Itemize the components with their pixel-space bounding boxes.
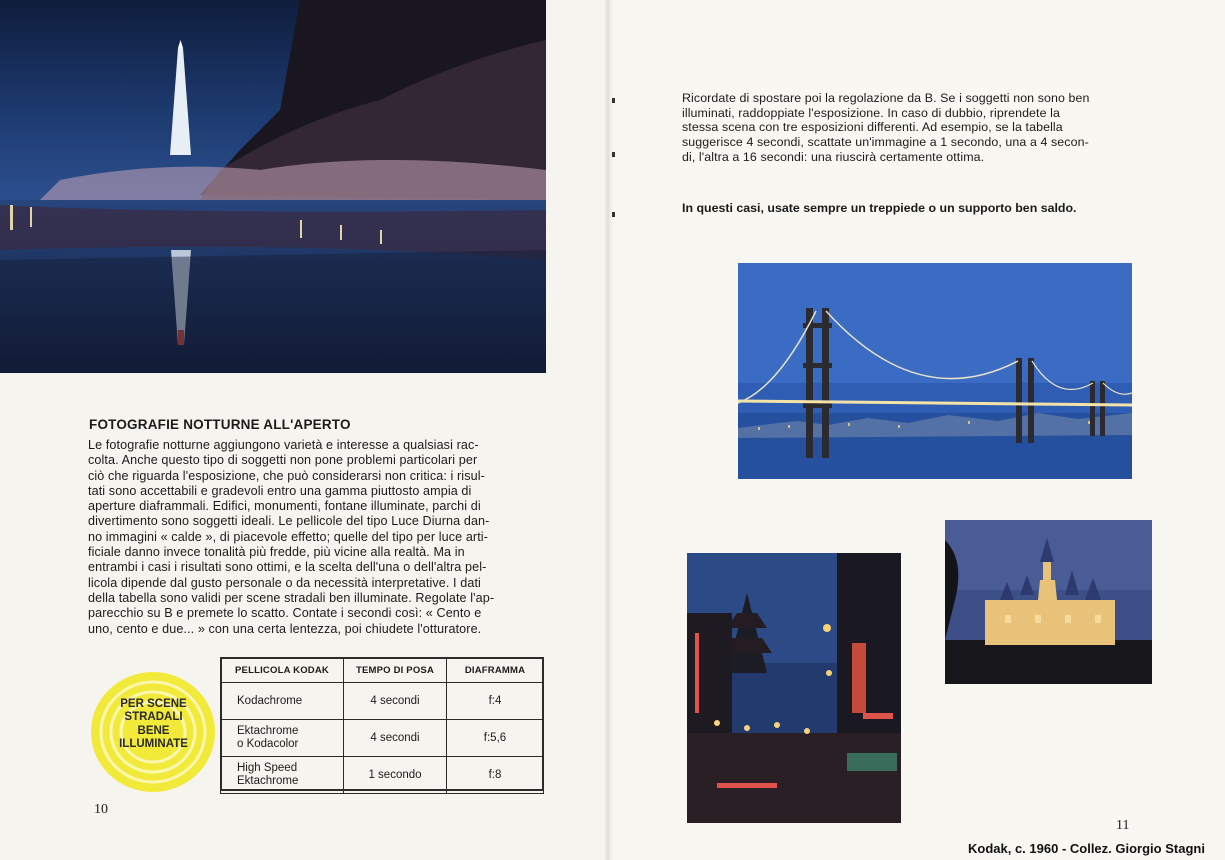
text-line: stessa scena con tre esposizioni differenti. Ad esempio, se la tabella	[682, 120, 1063, 135]
table-row	[221, 683, 544, 720]
column-header-aperture: DIAFRAMMA	[447, 658, 544, 683]
text-line: licola dipende dal gusto personale o da necessità interpretative. I dati	[88, 575, 481, 590]
photo-monument-night	[0, 0, 546, 373]
table-row	[221, 720, 544, 757]
margin-mark	[612, 152, 615, 157]
text-line: della tabella sono validi per scene stradali ben illuminate. Regolate l'ap-	[88, 590, 495, 605]
book-spine	[604, 0, 614, 860]
left-body-text	[88, 438, 548, 637]
column-header-film: PELLICOLA KODAK	[221, 658, 344, 683]
text-line: illuminati, raddoppiate l'esposizione. In caso di dubbio, riprendete la	[682, 105, 1060, 120]
time-cell: 4 secondi	[344, 720, 447, 757]
table-row	[221, 757, 544, 794]
text-line: divertimento sono soggetti ideali. Le pellicole del tipo Luce Diurna dan-	[88, 514, 490, 529]
film-name: Ektachrome	[237, 725, 299, 737]
text-line: di, l'altra a 16 secondi: una riuscirà certamente ottima.	[682, 149, 985, 164]
text-line: Ricordate di spostare poi la regolazione da B. Se i soggetti non sono ben	[682, 91, 1090, 105]
text-line: parecchio su B e premete lo scatto. Contate i secondi così: « Cento e	[88, 606, 482, 621]
film-cell	[221, 720, 344, 757]
film-cell	[221, 683, 344, 720]
badge-line: PER SCENE	[120, 698, 187, 710]
film-name: High Speed	[237, 762, 298, 774]
time-cell: 1 secondo	[344, 757, 447, 794]
aperture-cell: f:8	[447, 757, 544, 794]
margin-mark	[612, 212, 615, 217]
film-name: o Kodacolor	[237, 738, 299, 750]
photo-chinatown-street	[687, 553, 901, 823]
text-line: ficiale danno invece tonalità più fredde, più vicine alla realtà. Ma in	[88, 545, 465, 560]
film-name: Kodachrome	[237, 694, 303, 707]
badge-line: ILLUMINATE	[119, 738, 188, 751]
page-number-left: 10	[94, 802, 108, 817]
time-cell: 4 secondi	[344, 683, 447, 720]
photo-castle-night	[945, 520, 1152, 684]
column-header-time: TEMPO DI POSA	[344, 658, 447, 683]
text-line: suggerisce 4 secondi, scattate un'immagine a 1 secondo, una a 4 secon-	[682, 135, 1089, 150]
street-scenes-badge	[87, 668, 220, 796]
photo-bay-bridge	[738, 263, 1132, 479]
badge-line: STRADALI	[124, 711, 183, 724]
text-line: tati sono accettabili e gradevoli entro una gamma piuttosto ampia di	[88, 483, 472, 498]
aperture-cell: f:5,6	[447, 720, 544, 757]
page-number-right: 11	[1116, 818, 1130, 833]
table-header-row	[221, 658, 544, 683]
exposure-table	[220, 657, 544, 791]
collection-credit: Kodak, c. 1960 - Collez. Giorgio Stagni	[968, 841, 1205, 856]
text-line: entrambi i casi i risultati sono ottimi, e la scelta dell'una o dell'altra pel-	[88, 560, 487, 575]
badge-line: BENE	[137, 724, 170, 737]
text-line: ciò che riguarda l'esposizione, che può considerarsi non critica: i risul-	[88, 468, 485, 483]
text-line: Le fotografie notturne aggiungono varietà e interesse a qualsiasi rac-	[88, 438, 479, 452]
aperture-cell: f:4	[447, 683, 544, 720]
badge-label	[87, 698, 220, 752]
right-body-text	[682, 91, 1142, 165]
text-line: colta. Anche questo tipo di soggetti non pone problemi particolari per	[88, 453, 478, 468]
text-line: no immagini « calde », di piacevole effetto; quelle del tipo per luce arti-	[88, 529, 489, 544]
margin-mark	[612, 98, 615, 103]
film-cell	[221, 757, 344, 794]
tripod-advice: In questi casi, usate sempre un treppiede o un supporto ben saldo.	[682, 201, 1077, 215]
text-line: aperture diaframmali. Edifici, monumenti, fontane illuminate, parchi di	[88, 499, 481, 514]
section-heading: FOTOGRAFIE NOTTURNE ALL'APERTO	[89, 417, 351, 432]
text-line: uno, cento e due... » con una certa lentezza, poi chiudete l'otturatore.	[88, 621, 482, 636]
film-name: Ektachrome	[237, 775, 299, 787]
